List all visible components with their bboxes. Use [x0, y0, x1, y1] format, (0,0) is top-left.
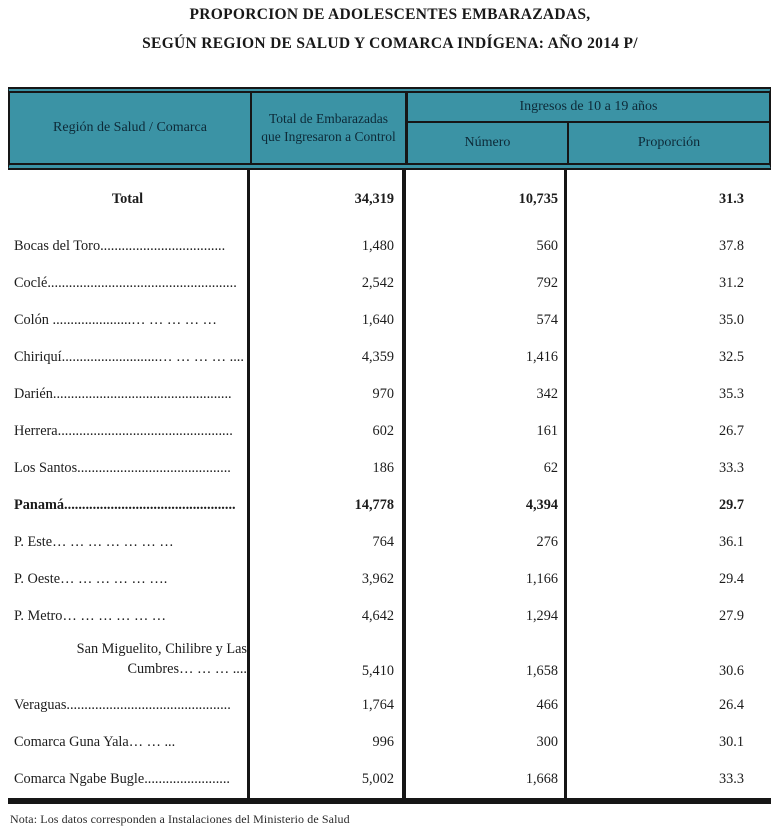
numero-cell: 276 [406, 524, 567, 561]
region-cell: Herrera................................................. [8, 413, 250, 450]
total-cell: 970 [250, 376, 406, 413]
table-header [8, 87, 771, 170]
table-row-comarca-guna-yala [8, 724, 771, 761]
table-row-p-este [8, 524, 771, 561]
proporcion-cell: 26.4 [718, 697, 744, 713]
region-cell: Veraguas.............................................. [8, 687, 250, 724]
proporcion-cell: 35.3 [718, 386, 744, 402]
proporcion-cell: 26.7 [718, 423, 744, 439]
numero-cell: 792 [406, 265, 567, 302]
numero-cell: 466 [406, 687, 567, 724]
numero-cell: 1,668 [406, 761, 567, 798]
region-cell: Darién.................................................. [8, 376, 250, 413]
title-line-1: PROPORCION DE ADOLESCENTES EMBARAZADAS, [189, 6, 591, 23]
table-row-herrera [8, 413, 771, 450]
table-row-cocle [8, 265, 771, 302]
table-body [8, 170, 771, 804]
proporcion-cell: 29.7 [718, 497, 744, 513]
total-cell: 5,002 [250, 761, 406, 798]
document-title [0, 0, 780, 51]
numero-cell: 161 [406, 413, 567, 450]
table-row-comarca-ngabe-bugle [8, 761, 771, 798]
region-cell: P. Oeste… … … … … …. [8, 561, 250, 598]
region-cell: Comarca Ngabe Bugle........................ [8, 761, 250, 798]
total-cell: 4,359 [250, 339, 406, 376]
proporcion-cell: 31.2 [718, 275, 744, 291]
total-cell: 764 [250, 524, 406, 561]
table-footnote: Nota: Los datos corresponden a Instalaciones del Ministerio de Salud [10, 812, 350, 826]
header-total-embarazadas: Total de Embarazadas que Ingresaron a Control [252, 93, 408, 163]
region-cell: P. Metro… … … … … … [8, 598, 250, 635]
total-cell: 186 [250, 450, 406, 487]
header-numero: Número [408, 123, 569, 163]
table-row-total [8, 170, 771, 228]
proporcion-cell: 35.0 [718, 312, 744, 328]
region-cell: Bocas del Toro................................... [8, 228, 250, 265]
total-cell: 5,410 [250, 635, 406, 687]
proporcion-cell: 32.5 [718, 349, 744, 365]
table-row-p-oeste [8, 561, 771, 598]
total-cell: 996 [250, 724, 406, 761]
total-cell: 3,962 [250, 561, 406, 598]
table-row-p-metro [8, 598, 771, 635]
numero-cell: 574 [406, 302, 567, 339]
table-row-darien [8, 376, 771, 413]
table-row-panama [8, 487, 771, 524]
proporcion-cell: 27.9 [718, 608, 744, 624]
proporcion-cell: 31.3 [718, 190, 744, 207]
numero-cell: 1,166 [406, 561, 567, 598]
numero-cell: 1,294 [406, 598, 567, 635]
header-proporcion: Proporción [637, 135, 701, 150]
total-cell: 1,640 [250, 302, 406, 339]
region-cell: Comarca Guna Yala… … ... [8, 724, 250, 761]
region-label-line1: San Miguelito, Chilibre y Las [76, 640, 247, 657]
numero-cell: 342 [406, 376, 567, 413]
region-cell: Total [8, 170, 250, 228]
table-row-colon [8, 302, 771, 339]
statistics-table [8, 87, 771, 804]
total-cell: 4,642 [250, 598, 406, 635]
proporcion-cell: 29.4 [718, 571, 744, 587]
numero-cell: 1,416 [406, 339, 567, 376]
region-cell: P. Este… … … … … … … [8, 524, 250, 561]
region-cell: Chiriquí...........................… … … … .... [8, 339, 250, 376]
table-row-san-miguelito-cumbres [8, 635, 771, 687]
region-label-line2: Cumbres… … … .... [127, 661, 247, 678]
proporcion-cell: 30.1 [718, 734, 744, 750]
numero-cell: 4,394 [406, 487, 567, 524]
total-cell: 1,764 [250, 687, 406, 724]
region-cell [8, 635, 250, 687]
header-region: Región de Salud / Comarca [10, 93, 252, 163]
table-row-chiriqui [8, 339, 771, 376]
numero-cell: 1,658 [406, 635, 567, 687]
region-cell: Coclé..................................................... [8, 265, 250, 302]
table-row-veraguas [8, 687, 771, 724]
total-cell: 1,480 [250, 228, 406, 265]
region-cell: Panamá................................................ [8, 487, 250, 524]
numero-cell: 560 [406, 228, 567, 265]
proporcion-cell: 33.3 [718, 771, 744, 787]
proporcion-cell: 36.1 [718, 534, 744, 550]
header-ingresos-group: Ingresos de 10 a 19 años [408, 93, 769, 123]
proporcion-cell: 37.8 [718, 238, 744, 254]
table-row-bocas-del-toro [8, 228, 771, 265]
region-cell: Colón ......................… … … … … [8, 302, 250, 339]
proporcion-cell: 33.3 [718, 460, 744, 476]
title-line-2: SEGÚN REGION DE SALUD Y COMARCA INDÍGENA: AÑO 2014 P/ [142, 34, 638, 52]
total-cell: 602 [250, 413, 406, 450]
numero-cell: 62 [406, 450, 567, 487]
total-cell: 34,319 [250, 170, 406, 228]
region-cell: Los Santos........................................... [8, 450, 250, 487]
numero-cell: 10,735 [406, 170, 567, 228]
numero-cell: 300 [406, 724, 567, 761]
total-cell: 14,778 [250, 487, 406, 524]
table-row-los-santos [8, 450, 771, 487]
proporcion-cell: 30.6 [718, 663, 744, 679]
total-cell: 2,542 [250, 265, 406, 302]
